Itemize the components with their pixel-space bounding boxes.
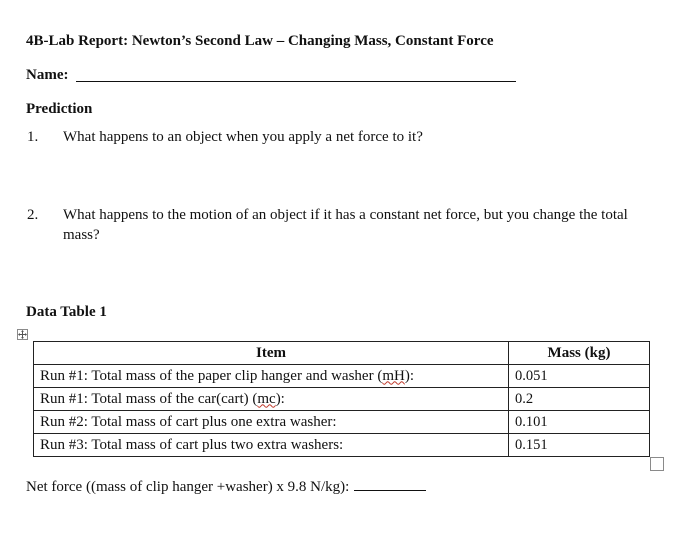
move-icon[interactable] — [17, 329, 28, 340]
page-title: 4B-Lab Report: Newton’s Second Law – Changing Mass, Constant Force — [26, 33, 494, 49]
table-cell-item[interactable]: Run #2: Total mass of cart plus one extra washer: — [34, 411, 509, 434]
table-row — [34, 411, 650, 434]
prediction-heading: Prediction — [26, 101, 93, 117]
table-header-row — [34, 342, 650, 365]
table-cell-item[interactable]: Run #3: Total mass of cart plus two extra washers: — [34, 434, 509, 457]
table-cell-item[interactable] — [34, 388, 509, 411]
table-cell-mass[interactable]: 0.101 — [509, 411, 650, 434]
spellcheck-word: mH — [382, 367, 405, 384]
item-text: Run #1: Total mass of the paper clip hanger and washer ( — [40, 367, 383, 384]
table-cell-item[interactable] — [34, 365, 509, 388]
name-blank-line[interactable] — [76, 81, 516, 82]
resize-icon[interactable] — [650, 457, 664, 471]
column-header-mass[interactable]: Mass (kg) — [509, 342, 650, 365]
spellcheck-word: mc — [257, 390, 276, 407]
question-1-text: What happens to an object when you apply a net force to it? — [63, 129, 423, 145]
question-2-number: 2. — [27, 207, 39, 223]
net-force-line — [26, 476, 426, 496]
question-1-number: 1. — [27, 129, 39, 145]
item-text: Run #1: Total mass of the car(cart) ( — [40, 390, 258, 407]
table-cell-mass[interactable]: 0.051 — [509, 365, 650, 388]
question-2-text: What happens to the motion of an object if it has a constant net force, but you change the total mass? — [63, 207, 628, 243]
column-header-item[interactable]: Item — [34, 342, 509, 365]
net-force-blank-line[interactable] — [354, 476, 426, 491]
item-text-end: ): — [404, 367, 414, 384]
net-force-label: Net force ((mass of clip hanger +washer) x 9.8 N/kg): — [26, 479, 350, 495]
table-row — [34, 365, 650, 388]
table-row — [34, 434, 650, 457]
table-row — [34, 388, 650, 411]
item-text-end: ): — [275, 390, 285, 407]
name-label: Name: — [26, 67, 69, 83]
data-table — [33, 341, 650, 457]
table-cell-mass[interactable]: 0.2 — [509, 388, 650, 411]
data-table-heading: Data Table 1 — [26, 304, 107, 320]
table-cell-mass[interactable]: 0.151 — [509, 434, 650, 457]
